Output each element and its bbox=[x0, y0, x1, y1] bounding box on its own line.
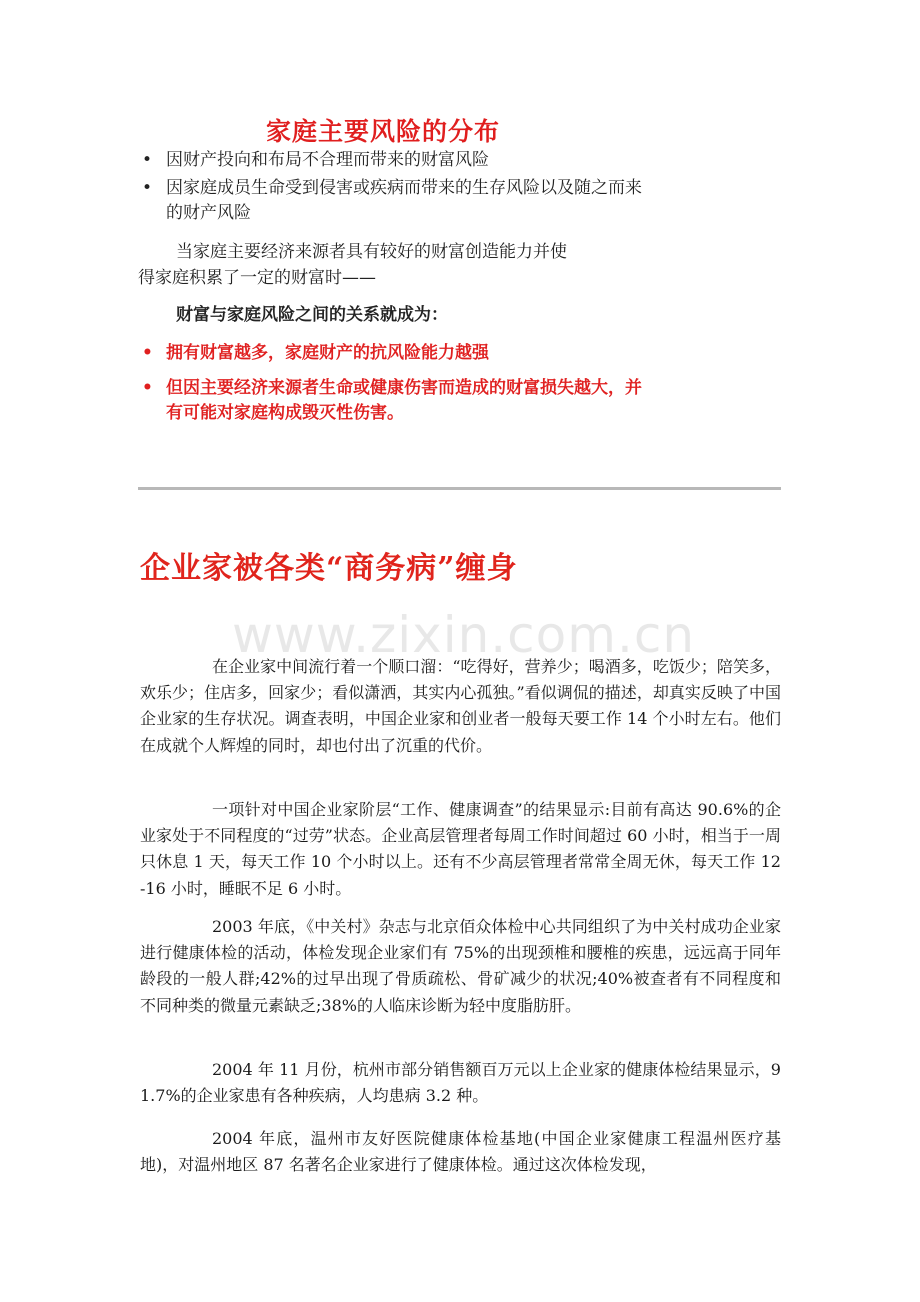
red-bullet-text: • 拥有财富越多，家庭财产的抗风险能力越强 bbox=[166, 343, 489, 363]
article-paragraph: 2003 年底，《中关村》杂志与北京佰众体检中心共同组织了为中关村成功企业家进行健康体检的活动，体检发现企业家们有 75%的出现颈椎和腰椎的疾患，远远高于同年龄段的一般人群;42%的过早出现了骨质疏松、骨矿减少的状况;40%被查者有不同程度和不同种类的微量元素缺乏;38%的人临床诊断为轻中度脂肪肝。 bbox=[140, 917, 781, 1015]
site-watermark: www.zixin.com.cn bbox=[232, 606, 696, 664]
article-paragraph: 一项针对中国企业家阶层“工作、健康调查”的结果显示:目前有高达 90.6%的企业家处于不同程度的“过劳”状态。企业高层管理者每周工作时间超过 60 小时，相当于一周只休息 1 天，每天工作 10 个小时以上。还有不少高层管理者常常全周无休，每天工作 12-16 小时，睡眠不足 6 小时。 bbox=[140, 800, 781, 898]
bullet-item bbox=[138, 176, 658, 226]
bullet-text: • 因家庭成员生命受到侵害或疾病而带来的生存风险以及随之而来的财产风险 bbox=[166, 178, 642, 223]
article-paragraph: 2004 年 11 月份，杭州市部分销售额百万元以上企业家的健康体检结果显示，91.7%的企业家患有各种疾病，人均患病 3.2 种。 bbox=[140, 1060, 781, 1106]
bullet-item bbox=[138, 148, 658, 173]
red-bullet-text: • 但因主要经济来源者生命或健康伤害而造成的财富损失越大，并有可能对家庭构成毁灭性伤害。 bbox=[166, 378, 642, 423]
risk-distribution-slide bbox=[138, 100, 668, 445]
condition-line: 得家庭积累了一定的财富时—— bbox=[138, 268, 376, 288]
section-divider bbox=[138, 487, 781, 490]
article-paragraph: 2004 年底，温州市友好医院健康体检基地(中国企业家健康工程温州医疗基地)，对温州地区 87 名著名企业家进行了健康体检。通过这次体检发现， bbox=[140, 1129, 781, 1175]
slide-title: 家庭主要风险的分布 bbox=[266, 117, 501, 146]
red-bullet-item bbox=[138, 376, 658, 426]
relation-line: 财富与家庭风险之间的关系就成为： bbox=[176, 305, 448, 325]
condition-line: 当家庭主要经济来源者具有较好的财富创造能力并使 bbox=[176, 242, 567, 262]
article-paragraph: 在企业家中间流行着一个顺口溜：“吃得好，营养少；喝酒多，吃饭少；陪笑多，欢乐少；住店多，回家少；看似潇洒，其实内心孤独。”看似调侃的描述，却真实反映了中国企业家的生存状况。调查表明，中国企业家和创业者一般每天要工作 14 个小时左右。他们在成就个人辉煌的同时，却也付出了沉重的代价。 bbox=[140, 657, 781, 755]
bullet-text: • 因财产投向和布局不合理而带来的财富风险 bbox=[166, 150, 489, 170]
article-heading: 企业家被各类“商务病”缠身 bbox=[140, 551, 518, 586]
red-bullet-item bbox=[138, 341, 658, 366]
